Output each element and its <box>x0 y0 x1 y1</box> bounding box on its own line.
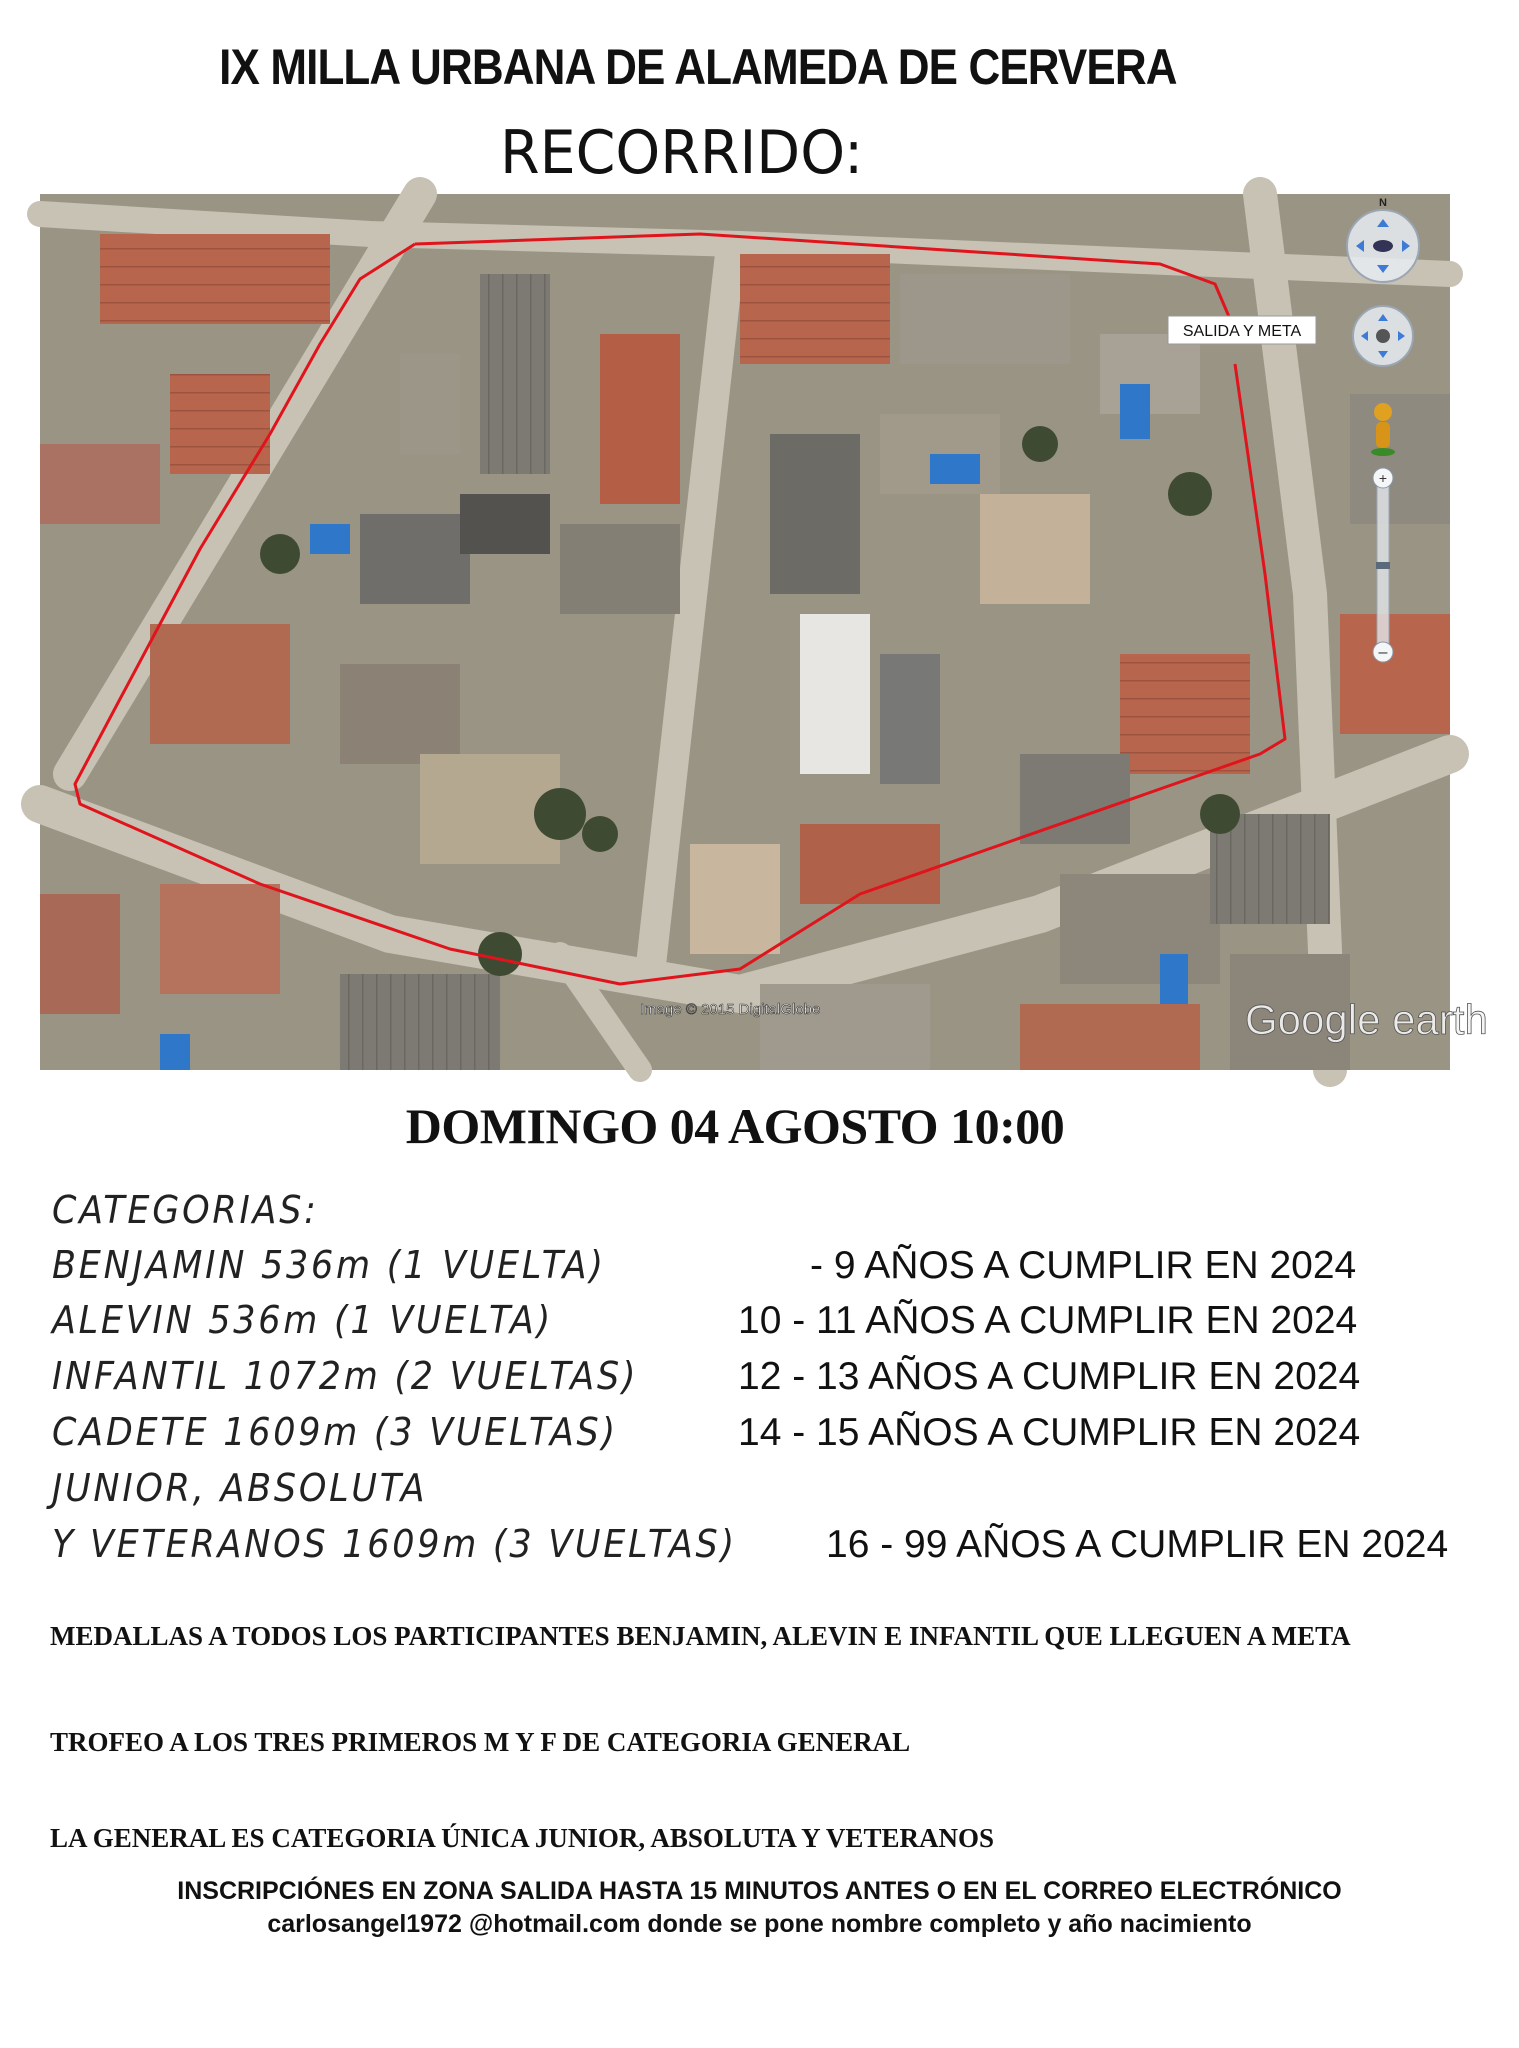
page-subtitle: RECORRIDO: <box>500 118 864 188</box>
google-earth-logo: Google earth <box>1245 996 1488 1043</box>
trophy-note: TROFEO A LOS TRES PRIMEROS M Y F DE CATEGORIA GENERAL <box>50 1727 911 1757</box>
event-date: DOMINGO 04 AGOSTO 10:00 <box>405 1098 1065 1154</box>
category-ages: - 9 AÑOS A CUMPLIR EN 2024 <box>810 1244 1357 1287</box>
general-note: LA GENERAL ES CATEGORIA ÚNICA JUNIOR, ABSOLUTA Y VETERANOS <box>50 1823 994 1853</box>
satellite-image <box>40 194 1488 1070</box>
category-name: JUNIOR, ABSOLUTA <box>52 1466 428 1510</box>
compass-north-label: N <box>1379 197 1387 209</box>
category-name: ALEVIN 536m (1 VUELTA) <box>52 1298 553 1342</box>
svg-text:+: + <box>1378 470 1388 486</box>
start-finish-label: SALIDA Y META <box>1182 323 1302 340</box>
image-credit: Image © 2015 DigitalGlobe <box>640 1001 821 1018</box>
registration-info: INSCRIPCIÓNES EN ZONA SALIDA HASTA 15 MINUTOS ANTES O EN EL CORREO ELECTRÓNICO <box>177 1877 1342 1905</box>
category-name: INFANTIL 1072m (2 VUELTAS) <box>52 1354 639 1398</box>
category-ages: 10 - 11 AÑOS A CUMPLIR EN 2024 <box>738 1299 1358 1342</box>
svg-text:–: – <box>1378 644 1388 661</box>
page-title: IX MILLA URBANA DE ALAMEDA DE CERVERA <box>219 39 1177 95</box>
category-name: Y VETERANOS 1609m (3 VUELTAS) <box>52 1522 737 1566</box>
registration-contact: carlosangel1972 @hotmail.com donde se pone nombre completo y año nacimiento <box>267 1910 1252 1938</box>
category-name: BENJAMIN 536m (1 VUELTA) <box>52 1243 606 1287</box>
categories-heading: CATEGORIAS: <box>52 1188 319 1232</box>
category-ages: 16 - 99 AÑOS A CUMPLIR EN 2024 <box>826 1523 1449 1566</box>
category-name: CADETE 1609m (3 VUELTAS) <box>52 1410 618 1454</box>
category-ages: 14 - 15 AÑOS A CUMPLIR EN 2024 <box>738 1411 1361 1454</box>
medals-note: MEDALLAS A TODOS LOS PARTICIPANTES BENJAMIN, ALEVIN E INFANTIL QUE LLEGUEN A META <box>50 1621 1351 1651</box>
route-map <box>40 194 1488 1070</box>
zoom-handle[interactable] <box>1376 562 1390 569</box>
category-ages: 12 - 13 AÑOS A CUMPLIR EN 2024 <box>738 1355 1361 1398</box>
